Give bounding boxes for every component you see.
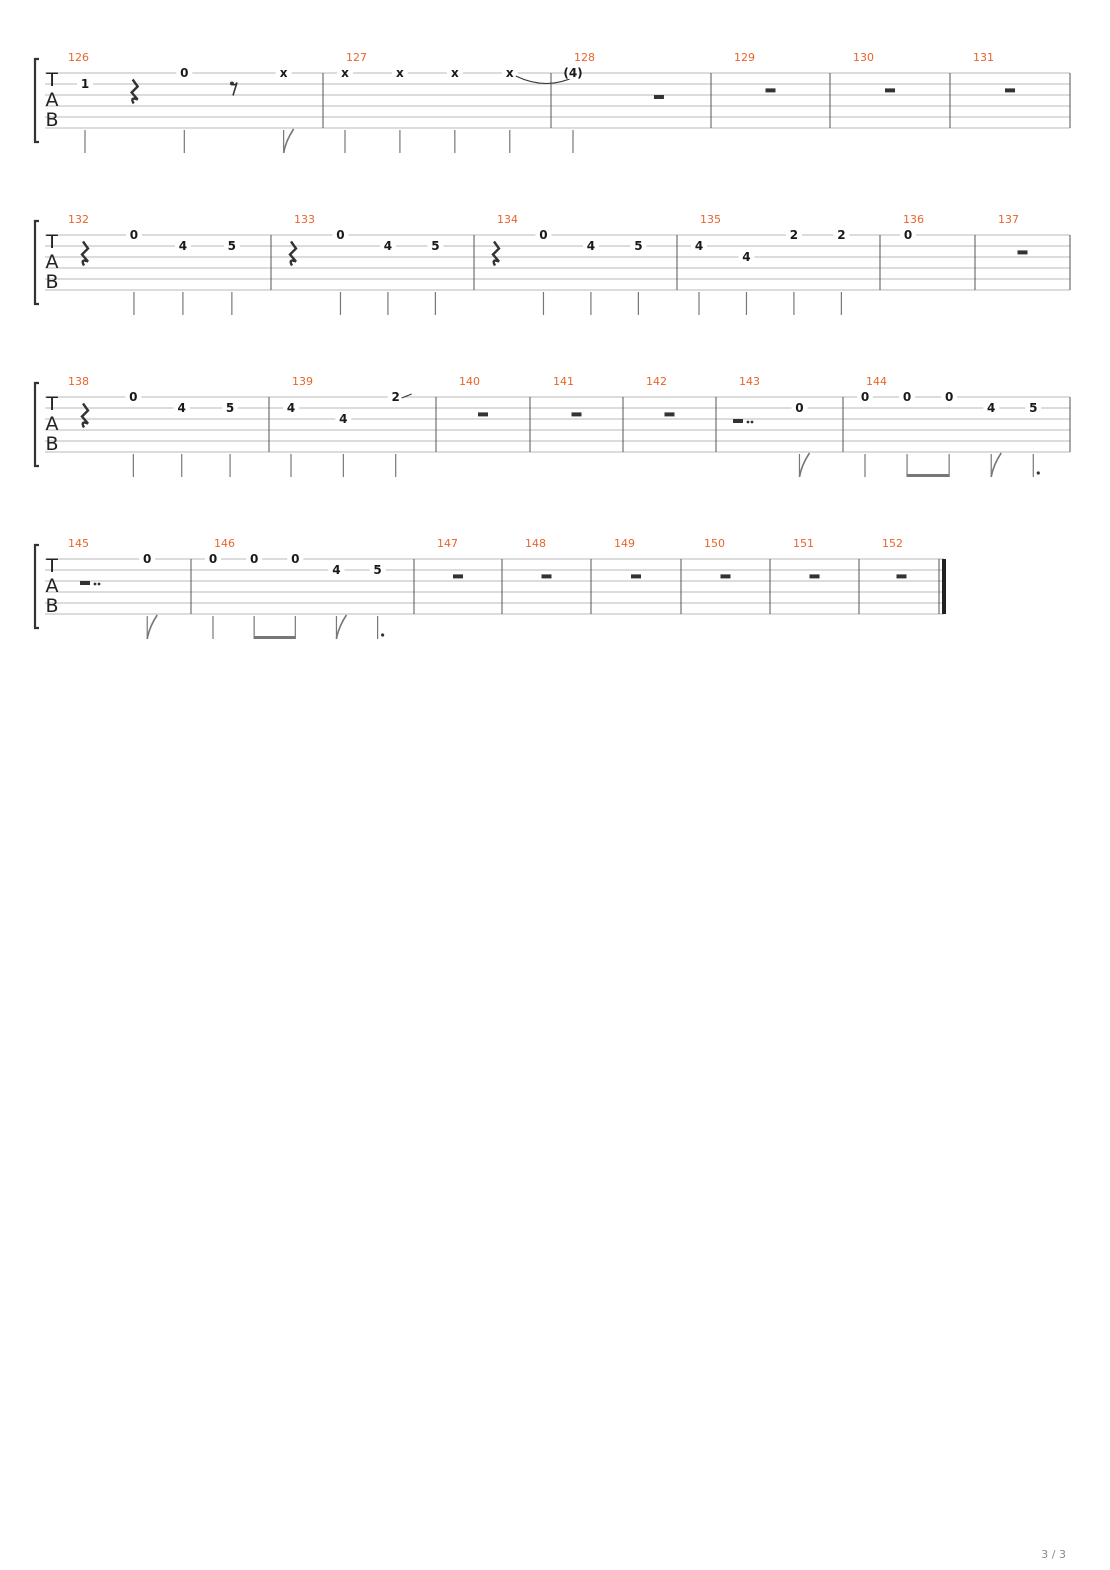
measure-number: 140: [459, 375, 480, 388]
note-beam: [254, 636, 295, 639]
duration-dot: [381, 633, 384, 636]
fret-number: 0: [129, 390, 138, 404]
fret-number: 0: [143, 552, 152, 566]
fret-number: 5: [373, 563, 382, 577]
fret-number: 4: [586, 239, 596, 253]
whole-rest: [542, 574, 552, 578]
fret-number: (4): [563, 66, 583, 80]
tab-clef-letter: T: [46, 393, 58, 415]
measure-number: 131: [973, 51, 994, 64]
fret-number: 0: [291, 552, 300, 566]
note-flag: [147, 615, 157, 639]
whole-rest: [766, 88, 776, 92]
tab-system: [35, 213, 1070, 315]
measure-number: 135: [700, 213, 721, 226]
measure-number: 129: [734, 51, 755, 64]
fret-number: 2: [391, 390, 400, 404]
fret-number: x: [341, 66, 349, 80]
note-flag: [284, 129, 294, 153]
fret-number: 4: [332, 563, 341, 577]
fret-number: 4: [286, 401, 296, 415]
tab-clef-letter: A: [45, 89, 59, 111]
whole-rest: [453, 574, 463, 578]
measure-number: 126: [68, 51, 89, 64]
measure-number: 127: [346, 51, 367, 64]
whole-rest: [810, 574, 820, 578]
note-flag: [336, 615, 346, 639]
fret-number: x: [396, 66, 404, 80]
note-flag: [799, 453, 809, 477]
system-bracket: [35, 59, 39, 142]
note-flag: [991, 453, 1001, 477]
tab-clef-letter: B: [45, 271, 59, 293]
fret-number: 4: [178, 239, 188, 253]
measure-number: 138: [68, 375, 89, 388]
note-beam: [907, 474, 949, 477]
double-dotted-half-rest: [733, 419, 743, 423]
measure-number: 134: [497, 213, 518, 226]
fret-number: 0: [944, 390, 954, 404]
fret-number: 0: [902, 390, 912, 404]
tab-system: [35, 537, 946, 639]
fret-number: 5: [227, 239, 237, 253]
tab-clef-letter: B: [45, 433, 59, 455]
eighth-rest-stem: [232, 83, 237, 96]
system-bracket: [35, 221, 39, 304]
tab-system: [35, 375, 1070, 477]
rest-dot: [751, 421, 754, 424]
measure-number: 150: [704, 537, 725, 550]
fret-number: x: [450, 66, 459, 80]
tab-clef-letter: B: [45, 109, 59, 131]
measure-number: 139: [292, 375, 313, 388]
quarter-rest: [290, 242, 296, 266]
measure-number: 148: [525, 537, 546, 550]
fret-number: 4: [177, 401, 186, 415]
fret-number: 2: [789, 228, 799, 242]
fret-number: 5: [431, 239, 440, 253]
tab-clef-letter: A: [45, 251, 59, 273]
whole-rest: [1018, 250, 1028, 254]
final-barline: [942, 559, 946, 614]
tab-clef-letter: T: [46, 69, 58, 91]
whole-rest: [665, 412, 675, 416]
system-bracket: [35, 545, 39, 628]
fret-number: 1: [80, 77, 90, 91]
measure-number: 141: [553, 375, 574, 388]
measure-number: 144: [866, 375, 887, 388]
double-dotted-half-rest: [80, 581, 90, 585]
measure-number: 146: [214, 537, 235, 550]
measure-number: 133: [294, 213, 315, 226]
measure-number: 137: [998, 213, 1019, 226]
fret-number: 4: [742, 250, 751, 264]
measure-number: 130: [853, 51, 874, 64]
fret-number: 0: [180, 66, 189, 80]
half-rest: [654, 95, 664, 99]
page-number: 3 / 3: [1041, 1548, 1066, 1561]
whole-rest: [478, 412, 488, 416]
fret-number: 4: [383, 239, 393, 253]
measure-number: 149: [614, 537, 635, 550]
tab-clef-letter: B: [45, 595, 59, 617]
fret-number: 2: [837, 228, 846, 242]
quarter-rest: [82, 242, 88, 266]
measure-number: 152: [882, 537, 903, 550]
measure-number: 143: [739, 375, 760, 388]
rest-dot: [747, 421, 750, 424]
whole-rest: [631, 574, 641, 578]
fret-number: x: [505, 66, 514, 80]
measure-number: 132: [68, 213, 89, 226]
whole-rest: [572, 412, 582, 416]
fret-number: 0: [795, 401, 804, 415]
rest-dot: [98, 583, 101, 586]
fret-number: 0: [129, 228, 139, 242]
measure-number: 151: [793, 537, 814, 550]
quarter-rest: [493, 242, 499, 266]
quarter-rest: [132, 80, 138, 104]
measure-number: 136: [903, 213, 924, 226]
fret-number: 0: [539, 228, 548, 242]
whole-rest: [721, 574, 731, 578]
fret-number: 0: [249, 552, 259, 566]
fret-number: 0: [336, 228, 345, 242]
tab-clef-letter: T: [46, 555, 58, 577]
fret-number: 4: [987, 401, 996, 415]
fret-number: 4: [694, 239, 704, 253]
tab-clef-letter: T: [46, 231, 58, 253]
measure-number: 145: [68, 537, 89, 550]
whole-rest: [1005, 88, 1015, 92]
measure-number: 142: [646, 375, 667, 388]
fret-number: 5: [634, 239, 643, 253]
tab-clef-letter: A: [45, 413, 59, 435]
fret-number: 4: [339, 412, 348, 426]
fret-number: 0: [903, 228, 913, 242]
fret-number: 5: [225, 401, 235, 415]
system-bracket: [35, 383, 39, 466]
rest-dot: [94, 583, 97, 586]
tab-clef-letter: A: [45, 575, 59, 597]
measure-number: 147: [437, 537, 458, 550]
measure-number: 128: [574, 51, 595, 64]
fret-number: 5: [1029, 401, 1038, 415]
duration-dot: [1037, 471, 1040, 474]
quarter-rest: [82, 404, 88, 428]
tab-system: [35, 51, 1070, 153]
fret-number: x: [279, 66, 288, 80]
whole-rest: [897, 574, 907, 578]
whole-rest: [885, 88, 895, 92]
fret-number: 0: [860, 390, 870, 404]
fret-number: 0: [208, 552, 218, 566]
